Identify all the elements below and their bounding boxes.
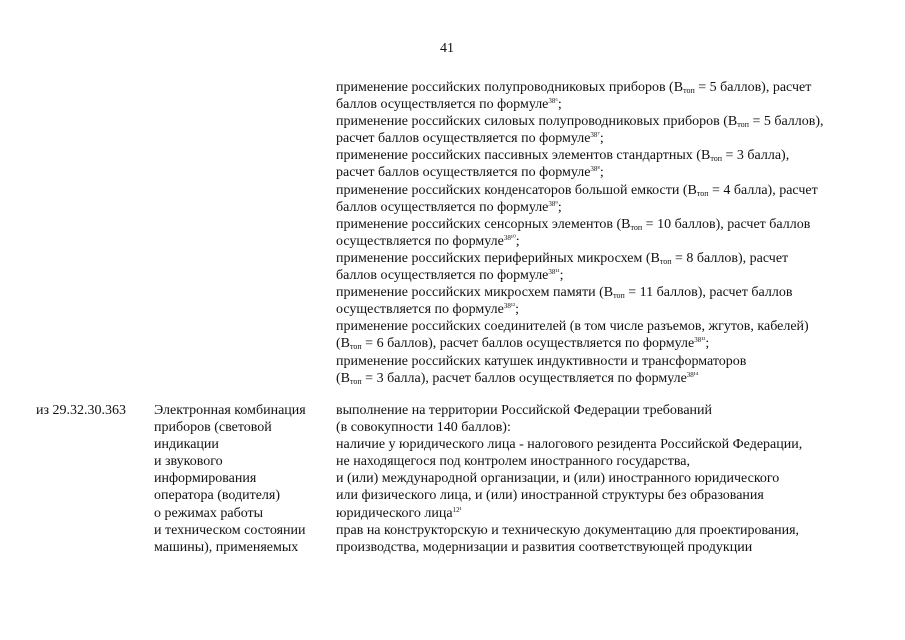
requirement-line: ($В_{топ} = 6$ баллов), расчет баллов осуществляется по формуле$^{38^{13}}$; — [336, 336, 710, 352]
requirement-line: (в совокупности 140 баллов): — [336, 420, 511, 436]
requirement-line: производства, модернизации и развития соответствующей продукции — [336, 539, 753, 555]
page-number: 41 — [440, 41, 454, 56]
requirement-line: применение российских соединителей (в том числе разъемов, жгутов, кабелей) — [336, 319, 809, 335]
product-code: из 29.32.30.363 — [36, 403, 127, 418]
requirement-line: применение российских полупроводниковых приборов ($В_{топ} = 5$ баллов), расчет — [336, 80, 812, 95]
requirement-line: или физического лица, и (или) иностранной структуры без образования — [336, 488, 764, 504]
requirement-line: и (или) международной организации, и (или) иностранного юридического — [336, 471, 780, 487]
requirement-line: баллов осуществляется по формуле$^{38^9}$; — [336, 199, 562, 215]
requirement-line: применение российских микросхем памяти ($В_{топ} = 11$ баллов), расчет баллов — [336, 285, 793, 301]
product-name — [154, 402, 330, 556]
product-name-line: машины), применяемых — [154, 539, 299, 555]
requirements — [336, 402, 881, 556]
requirement-line: применение российских конденсаторов большой емкости ($В_{топ} = 4$ балла), расчет — [336, 182, 818, 198]
product-name-line: и техническом состоянии — [154, 522, 306, 538]
requirement-line: осуществляется по формуле$^{38^{10}}$; — [336, 233, 520, 249]
requirement-line: баллов осуществляется по формуле$^{38^6}$; — [336, 97, 562, 113]
product-name-line: индикации — [154, 437, 219, 453]
requirement-line: ($В_{топ} = 3$ балла), расчет баллов осуществляется по формуле$^{38^{14}}$ — [336, 370, 699, 386]
requirement-line: осуществляется по формуле$^{38^{12}}$; — [336, 302, 519, 318]
requirement-line: применение российских сенсорных элементов ($В_{топ} = 10$ баллов), расчет баллов — [336, 216, 811, 232]
product-name-line: информирования — [154, 471, 257, 487]
continued-requirements — [336, 79, 881, 387]
requirement-line: применение российских периферийных микросхем ($В_{топ} = 8$ баллов), расчет — [336, 250, 789, 266]
product-name-line: и звукового — [154, 454, 223, 470]
requirement-line: баллов осуществляется по формуле$^{38^{11}}$; — [336, 268, 564, 284]
requirement-line: не находящегося под контролем иностранного государства, — [336, 454, 691, 470]
product-name-line: приборов (световой — [154, 420, 272, 436]
requirement-line: применение российских пассивных элементов стандартных ($В_{топ} = 3$ балла), — [336, 148, 790, 164]
requirement-line: расчет баллов осуществляется по формуле$^{38^7}$; — [336, 131, 604, 147]
requirement-line: наличие у юридического лица - налогового резидента Российской Федерации, — [336, 437, 803, 453]
product-name-line: о режимах работы — [154, 505, 264, 521]
requirement-line: прав на конструкторскую и техническую документацию для проектирования, — [336, 522, 800, 538]
requirement-line: расчет баллов осуществляется по формуле$^{38^8}$; — [336, 165, 604, 181]
requirement-line: выполнение на территории Российской Федерации требований — [336, 403, 713, 418]
requirement-line: применение российских катушек индуктивности и трансформаторов — [336, 353, 747, 369]
product-name-line: Электронная комбинация — [154, 403, 306, 418]
product-name-line: оператора (водителя) — [154, 488, 281, 504]
requirement-line: юридического лица$^{12^1}$ — [336, 505, 462, 521]
requirement-line: применение российских силовых полупроводниковых приборов ($В_{топ} = 5$ баллов), — [336, 114, 824, 130]
